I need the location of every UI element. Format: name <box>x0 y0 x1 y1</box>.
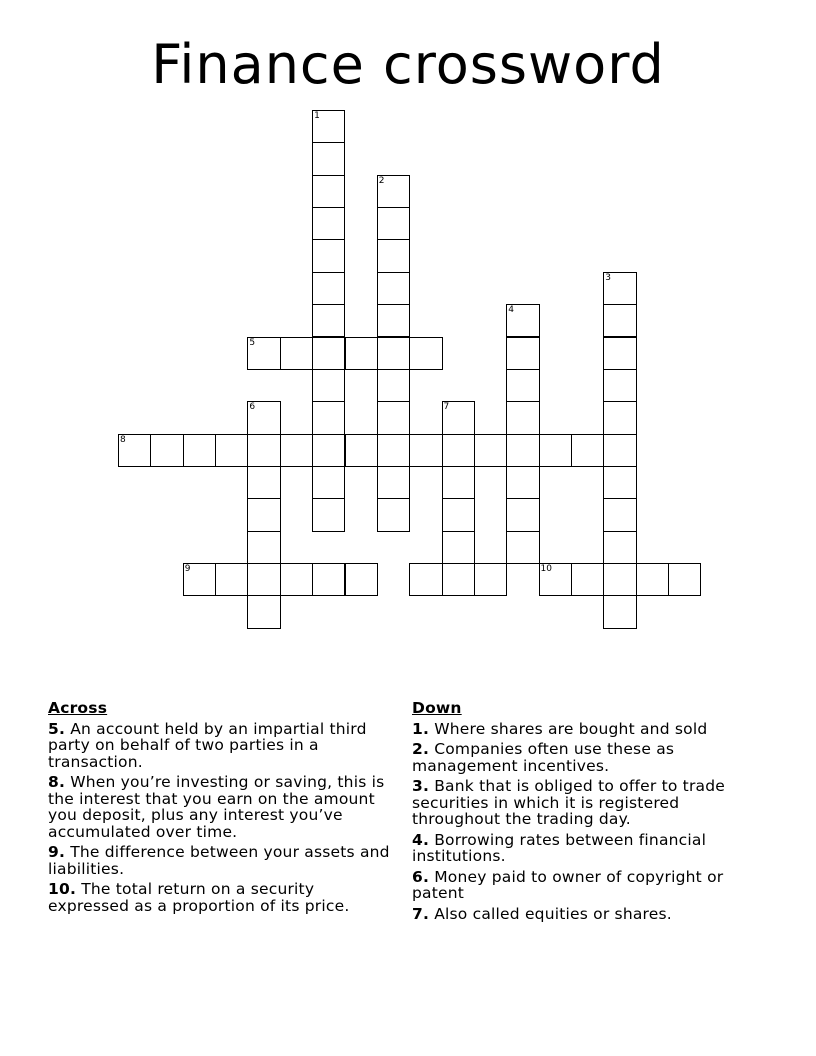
down-heading: Down <box>412 699 462 717</box>
crossword-cell[interactable] <box>312 110 345 143</box>
crossword-cell[interactable] <box>603 466 636 499</box>
clue-number: 8. <box>48 773 66 791</box>
clue-down-1 <box>412 721 757 738</box>
crossword-cell[interactable] <box>603 498 636 531</box>
crossword-cell[interactable] <box>506 401 539 434</box>
crossword-cell[interactable] <box>377 466 410 499</box>
cell-number: 4 <box>508 305 514 316</box>
crossword-cell[interactable] <box>312 207 345 240</box>
clue-across-9 <box>48 844 393 877</box>
crossword-cell[interactable] <box>603 595 636 628</box>
clue-down-4 <box>412 832 757 865</box>
crossword-cell[interactable] <box>571 563 604 596</box>
crossword-cell[interactable] <box>312 337 345 370</box>
crossword-cell[interactable] <box>150 434 183 467</box>
clue-down-2 <box>412 741 757 774</box>
crossword-cell[interactable] <box>280 434 313 467</box>
crossword-cell[interactable] <box>247 466 280 499</box>
clue-text: Where shares are bought and sold <box>434 719 708 738</box>
crossword-cell[interactable] <box>247 531 280 564</box>
crossword-cell[interactable] <box>312 369 345 402</box>
crossword-cell[interactable] <box>312 272 345 305</box>
crossword-cell[interactable] <box>506 531 539 564</box>
crossword-cell[interactable] <box>345 563 378 596</box>
clue-text: The total return on a security expressed as a proportion of its price. <box>48 880 350 915</box>
crossword-cell[interactable] <box>409 337 442 370</box>
clue-number: 6. <box>412 867 430 886</box>
crossword-cell[interactable] <box>247 401 280 434</box>
crossword-cell[interactable] <box>539 434 572 467</box>
crossword-cell[interactable] <box>377 207 410 240</box>
crossword-cell[interactable] <box>442 401 475 434</box>
crossword-cell[interactable] <box>377 369 410 402</box>
clue-text: Also called equities or shares. <box>434 904 672 923</box>
crossword-cell[interactable] <box>377 239 410 272</box>
crossword-cell[interactable] <box>377 304 410 337</box>
crossword-cell[interactable] <box>442 466 475 499</box>
crossword-cell[interactable] <box>377 434 410 467</box>
crossword-cell[interactable] <box>377 498 410 531</box>
clue-text: Borrowing rates between financial institutions. <box>412 830 707 865</box>
clue-across-10 <box>48 881 393 914</box>
clue-down-3 <box>412 778 757 828</box>
crossword-cell[interactable] <box>409 563 442 596</box>
crossword-cell[interactable] <box>377 401 410 434</box>
crossword-cell[interactable] <box>409 434 442 467</box>
clue-across-8 <box>48 774 393 840</box>
crossword-cell[interactable] <box>571 434 604 467</box>
crossword-cell[interactable] <box>442 434 475 467</box>
clue-number: 4. <box>412 830 430 849</box>
cell-number: 3 <box>605 272 612 283</box>
cell-number: 1 <box>314 111 320 121</box>
crossword-cell[interactable] <box>280 337 313 370</box>
crossword-cell[interactable] <box>183 563 216 596</box>
crossword-cell[interactable] <box>442 563 475 596</box>
crossword-cell[interactable] <box>345 337 378 370</box>
clue-number: 2. <box>412 740 430 758</box>
crossword-cell[interactable] <box>603 337 636 370</box>
clue-number: 9. <box>48 843 66 861</box>
clue-text: An account held by an impartial third party on behalf of two parties in a transaction. <box>48 719 367 771</box>
clue-down-6 <box>412 869 757 902</box>
crossword-cell[interactable] <box>506 466 539 499</box>
clue-number: 5. <box>48 719 66 738</box>
crossword-cell[interactable] <box>636 563 669 596</box>
crossword-cell[interactable] <box>183 434 216 467</box>
clue-text: Money paid to owner of copyright or patent <box>412 867 724 902</box>
crossword-cell[interactable] <box>506 434 539 467</box>
crossword-cell[interactable] <box>603 272 636 305</box>
clue-number: 10. <box>48 880 77 898</box>
crossword-cell[interactable] <box>377 272 410 305</box>
crossword-cell[interactable] <box>603 369 636 402</box>
crossword-cell[interactable] <box>442 498 475 531</box>
crossword-cell[interactable] <box>506 369 539 402</box>
cell-number: 5 <box>249 337 256 348</box>
crossword-cell[interactable] <box>603 563 636 596</box>
across-clues <box>48 700 393 918</box>
crossword-cell[interactable] <box>280 563 313 596</box>
crossword-cell[interactable] <box>247 563 280 596</box>
cell-number: 7 <box>443 402 450 413</box>
cell-number: 2 <box>378 175 385 186</box>
cell-number: 6 <box>249 402 256 413</box>
crossword-cell[interactable] <box>247 595 280 628</box>
crossword-cell[interactable] <box>247 434 280 467</box>
crossword-cell[interactable] <box>312 175 345 208</box>
crossword-cell[interactable] <box>603 531 636 564</box>
crossword-cell[interactable] <box>603 434 636 467</box>
crossword-cell[interactable] <box>377 337 410 370</box>
crossword-cell[interactable] <box>312 434 345 467</box>
clue-number: 3. <box>412 777 430 795</box>
crossword-cell[interactable] <box>312 239 345 272</box>
clue-number: 7. <box>412 904 430 923</box>
crossword-cell[interactable] <box>312 401 345 434</box>
clue-text: Companies often use these as management incentives. <box>412 740 675 775</box>
crossword-cell[interactable] <box>506 304 539 337</box>
crossword-cell[interactable] <box>247 337 280 370</box>
crossword-cell[interactable] <box>603 401 636 434</box>
crossword-cell[interactable] <box>312 304 345 337</box>
crossword-cell[interactable] <box>377 175 410 208</box>
cell-number: 10 <box>540 563 552 574</box>
crossword-cell[interactable] <box>506 498 539 531</box>
clue-text: The difference between your assets and liabilities. <box>48 843 390 878</box>
crossword-cell[interactable] <box>247 498 280 531</box>
crossword-cell[interactable] <box>312 498 345 531</box>
crossword-cell[interactable] <box>668 563 701 596</box>
crossword-cell[interactable] <box>603 304 636 337</box>
clue-text: When you’re investing or saving, this is the interest that you earn on the amount you deposit, plus any interest you’ve accumulated over time. <box>48 773 385 841</box>
down-clues <box>412 700 757 926</box>
cell-number: 9 <box>184 563 191 574</box>
crossword-cell[interactable] <box>312 563 345 596</box>
clue-across-5 <box>48 721 393 771</box>
page-title: Finance crossword <box>151 33 665 96</box>
crossword-cell[interactable] <box>474 434 507 467</box>
crossword-cell[interactable] <box>312 142 345 175</box>
crossword-cell[interactable] <box>474 563 507 596</box>
clue-text: Bank that is obliged to offer to trade securities in which it is registered throughout the trading day. <box>412 777 725 828</box>
crossword-cell[interactable] <box>118 434 151 467</box>
crossword-cell[interactable] <box>215 434 248 467</box>
clue-number: 1. <box>412 719 430 738</box>
crossword-cell[interactable] <box>215 563 248 596</box>
crossword-cell[interactable] <box>345 434 378 467</box>
crossword-cell[interactable] <box>442 531 475 564</box>
crossword-cell[interactable] <box>506 337 539 370</box>
across-heading: Across <box>48 699 108 717</box>
crossword-cell[interactable] <box>539 563 572 596</box>
cell-number: 8 <box>120 434 126 445</box>
crossword-cell[interactable] <box>312 466 345 499</box>
clue-down-7 <box>412 906 757 923</box>
